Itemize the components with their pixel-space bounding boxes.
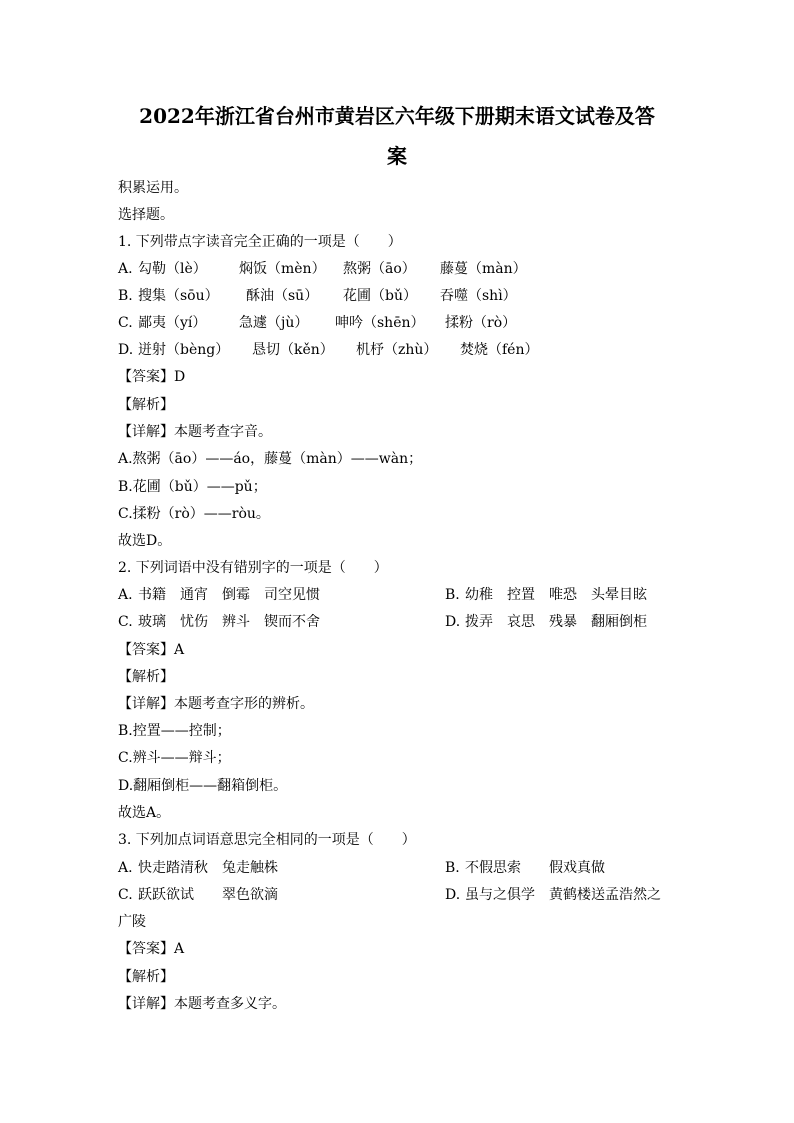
option-item: 吞噬（shì） [440,288,517,304]
q2-options-row [118,609,718,636]
option-item: 花圃（bǔ） [343,288,417,304]
q2-stem: 2. 下列词语中没有错别字的一项是（ ） [118,560,388,576]
q3-stem: 3. 下列加点词语意思完全相同的一项是（ ） [118,832,416,848]
q1-stem: 1. 下列带点字读音完全正确的一项是（ ） [118,234,402,250]
option-label: A. [118,261,133,277]
option-item: 焚烧（fén） [460,342,539,358]
q1-explain-line: B.花圃（bǔ）——pǔ； [118,479,267,495]
option-label: C. [118,315,133,331]
option-text: 不假思索 假戏真做 [465,860,605,876]
option-item: 呻吟（shēn） [335,315,425,331]
q3-detail: 【详解】本题考查多义字。 [118,996,286,1012]
q2-explain-line: C.辨斗——辩斗； [118,750,231,766]
section-heading: 积累运用。 [118,180,188,196]
option-item: 鄙夷（yí） [138,315,207,331]
q1-answer: 【答案】D [118,369,186,385]
option-label: D. [445,887,461,903]
q2-analysis-label: 【解析】 [118,669,174,685]
option-text: 拨弄 哀思 残暴 翻厢倒柜 [465,614,647,630]
q1-option-c [118,310,718,337]
q2-explain-line: B.控置——控制； [118,723,231,739]
option-text: 快走踏清秋 兔走触株 [138,860,278,876]
q3-options-row [118,882,718,909]
q2-conclusion: 故选A。 [118,805,171,821]
option-item: 急遽（jù） [239,315,309,331]
option-label: B. [118,288,133,304]
option-label: A. [118,860,133,876]
q3-answer: 【答案】A [118,941,185,957]
option-item: 揉粉（rò） [445,315,517,331]
q3-analysis-label: 【解析】 [118,969,174,985]
option-label: D. [118,342,134,358]
option-item: 藤蔓（màn） [440,261,527,277]
option-text: 虽与之俱学 黄鹤楼送孟浩然之 [465,887,661,903]
option-item: 迸射（bèng） [138,342,230,358]
option-label: A. [118,587,133,603]
q1-detail: 【详解】本题考查字音。 [118,424,272,440]
option-label: C. [118,614,133,630]
option-item: 恳切（kěn） [252,342,334,358]
q2-detail: 【详解】本题考查字形的辨析。 [118,696,314,712]
q2-options-row [118,582,718,609]
option-item: 勾勒（lè） [138,261,207,277]
option-text: 幼稚 控置 唯恐 头晕目眩 [465,587,647,603]
q3-options-row [118,855,718,882]
q1-conclusion: 故选D。 [118,533,172,549]
option-label: B. [445,587,460,603]
q3-option-wrap: 广陵 [118,914,146,930]
q1-explain-line: A.熬粥（āo）——áo，藤蔓（màn）——wàn； [118,451,423,467]
option-item: 熬粥（āo） [343,261,416,277]
option-label: C. [118,887,133,903]
option-item: 搜集（sōu） [138,288,219,304]
q2-answer: 【答案】A [118,642,185,658]
option-label: B. [445,860,460,876]
doc-title-line2: 案 [387,144,407,168]
option-item: 酥油（sū） [246,288,319,304]
option-text: 玻璃 忧伤 辨斗 锲而不舍 [138,614,320,630]
option-label: D. [445,614,461,630]
doc-title-line1: 2022年浙江省台州市黄岩区六年级下册期末语文试卷及答 [139,104,655,128]
q1-analysis-label: 【解析】 [118,397,174,413]
option-item: 焖饭（mèn） [239,261,326,277]
q1-option-d [118,337,718,364]
option-item: 机杼（zhù） [356,342,438,358]
q2-explain-line: D.翻厢倒柜——翻箱倒柜。 [118,778,288,794]
q1-explain-line: C.揉粉（rò）——ròu。 [118,506,270,522]
q1-option-a [118,256,718,283]
q1-option-b [118,283,718,310]
option-text: 跃跃欲试 翠色欲滴 [138,887,278,903]
subsection-heading: 选择题。 [118,207,174,223]
option-text: 书籍 通宵 倒霉 司空见惯 [138,587,320,603]
